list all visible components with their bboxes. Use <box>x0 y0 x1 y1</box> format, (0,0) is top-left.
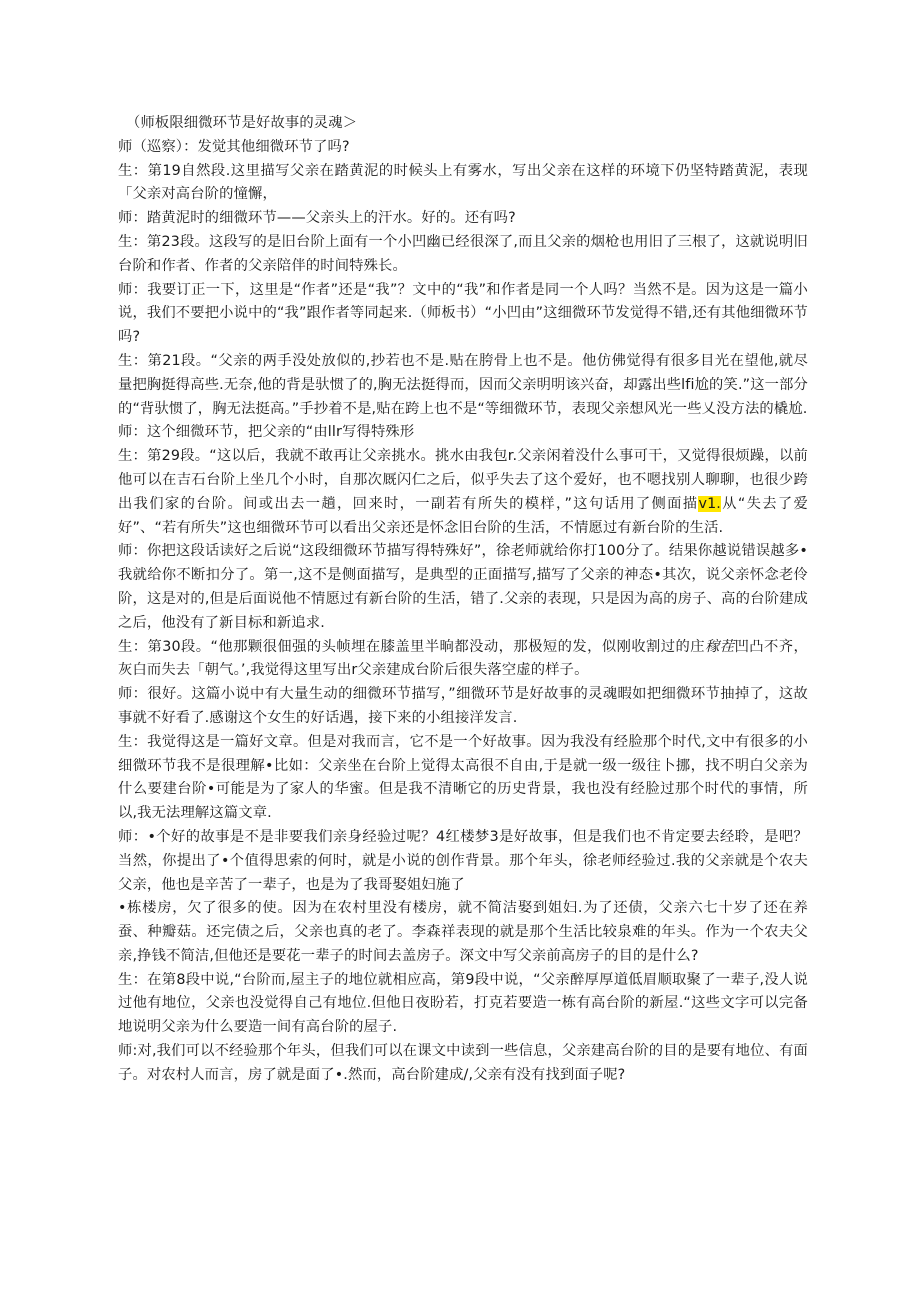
student-line-continuation: 凹凸不齐，灰白而失去「朝气。’,我觉得这里写出r父亲建成台阶后很失落空虚的样子。 <box>118 638 808 679</box>
student-line <box>118 636 808 684</box>
student-line-text: 生：第29段。“这以后，我就不敢再让父亲挑水。挑水由我包r.父亲闲着没什么事可干，又觉得很烦躁，以前他可以在吉石台阶上坐几个小时，自那次厩闪仁之后，似乎失去了这个爱好，也不嗯找别人聊聊，也很少跨出我们家的台阶。间或出去一趟，回来时，一副若有所失的模样，”这句话用了侧面描 <box>118 448 808 512</box>
student-line <box>118 445 808 540</box>
teacher-line: 师（巡察）：发觉其他细微环节了吗? <box>118 138 350 155</box>
italic-word: 稼茬 <box>705 638 735 655</box>
student-line: 生：第19自然段.这里描写父亲在踏黄泥的时候头上有雾水，写出父亲在这样的环境下仍坚特踏黄泥，表现「父亲对高台阶的憧懈， <box>118 162 808 203</box>
student-line-text: 生：第30段。“他那颗很佃强的头帧埋在膝盖里半晌都没动，那极短的发，似刚收割过的庄 <box>118 638 706 655</box>
document-body <box>118 112 808 1088</box>
board-note: （师板限细微环节是好故事的灵魂＞ <box>126 115 358 131</box>
highlight-mark: v1. <box>698 495 722 512</box>
teacher-line: 师：这个细微环节，把父亲的“由llr写得特殊形 <box>118 424 415 441</box>
student-line: 生：在第8段中说,“台阶而,屋主子的地位就相应高，第9段中说，“父亲醉厚厚道低眉顺取聚了一辈子,没人说过他有地位，父亲也没觉得自己有地位.但他日夜盼若，打克若要造一栋有高台阶的新屋.“这些文字可以完备地说明父亲为什么要造一间有高台阶的屋子. <box>118 971 808 1036</box>
teacher-line: 师：你把这段话读好之后说“这段细微环节描写得特殊好”，徐老师就给你打100分了。结果你越说错误越多•我就给你不断扣分了。第一,这不是侧面描写，是典型的正面描写,描写了父亲的神态•其次，说父亲怀念老伶阶，这是对的,但是后面说他不情愿过有新台阶的生活，错了.父亲的表现，只是因为高的房子、高的台阶建成之后，他没有了新目标和新追求. <box>118 543 808 631</box>
teacher-line: 师：踏黄泥时的细微环节——父亲头上的汗水。好的。还有吗? <box>118 210 516 227</box>
student-line: 生：我觉得这是一篇好文章。但是对我而言，它不是一个好故事。因为我没有经脸那个时代,文中有很多的小细微环节我不是很理解•比如：父亲坐在台阶上觉得太高很不自由,于是就一级一级往卜挪，找不明白父亲为什么要建台阶•可能是为了家人的华蜜。但是我不清晰它的历史背景，我也没有经脸过那个时代的事情，所以,我无法理解这篇文章. <box>118 733 808 822</box>
teacher-line: 师：我要订正一下，这里是“作者”还是“我”？文中的“我”和作者是同一个人吗？当然不是。因为这是一篇小说，我们不要把小说中的“我”跟作者等同起来.（师板书）“小凹由”这细微环节发觉得不错,还有其他细微环节吗? <box>118 281 808 346</box>
teacher-line: 师：很好。这篇小说中有大量生动的细微环节描写，”细微环节是好故事的灵魂暇如把细微环节抽掉了，这故事就不好看了.感谢这个女生的好话遇，接下来的小组接洋发言. <box>118 686 808 726</box>
student-line: 生：第23段。这段写的是旧台阶上面有一个小凹幽已经很深了,而且父亲的烟枪也用旧了三根了，这就说明旧台阶和作者、作者的父亲陪伴的时间特殊长。 <box>118 233 808 274</box>
teacher-line: 师：•个好的故事是不是非要我们亲身经验过呢？4红楼梦3是好故事，但是我们也不肯定要去经聆，是吧？当然，你提出了•个值得思索的何时，就是小说的创作背景。那个年头，徐老师经验过.我的父亲就是个农夫父亲，他也是辛苦了一辈子，也是为了我哥娶姐妇施了 <box>118 828 808 893</box>
student-line: 生：第21段。“父亲的两手没处放似的,抄若也不是.贴在胯骨上也不是。他仿佛觉得有很多目光在望他,就尽量把胸挺得高些.无奈,他的背是驮惯了的,胸无法挺得而，因而父亲明明该兴奋，却露出些lfi尬的笑.”这一部分的“背驮惯了，胸无法挺高。”手抄着不是,贴在跨上也不是“等细微环节，表现父亲想风光一些乂没方法的橇尬. <box>118 352 808 417</box>
teacher-line: 师:对,我们可以不经验那个年头，但我们可以在课文中读到一些信息，父亲建高台阶的目的是要有地位、有面子。对农村人而言，房了就是面了•.然而，高台阶建成/,父亲有没有找到面子呢? <box>118 1043 808 1083</box>
student-line-continuation: 从“失去了爱好”、“若有所失”这也细微环节可以看出父亲还是怀念旧台阶的生活，不情愿过有新台阶的生活. <box>118 495 808 536</box>
teacher-line-continuation: •栋楼房，欠了很多的使。因为在农村里没有楼房，就不简洁娶到姐妇.为了还债，父亲六七十岁了还在养蚕、种瓣菇。还完债之后，父亲也真的老了。李森祥表现的就是那个生活比较泉难的年头。作为一个农夫父亲,挣钱不简洁,但他还是要花一辈子的时间去盖房子。深文中写父亲前高房子的目的是什么? <box>118 900 808 964</box>
